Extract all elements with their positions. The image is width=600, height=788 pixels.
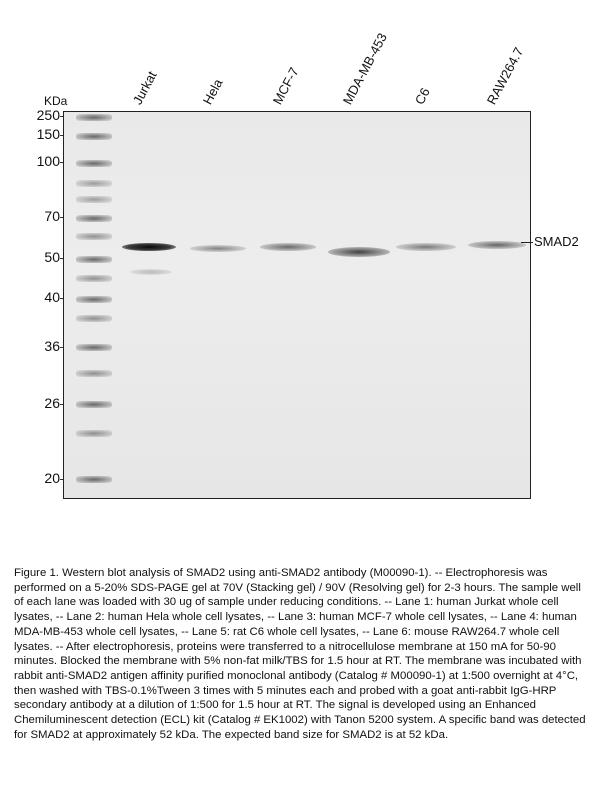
band-lane-2 <box>190 243 246 257</box>
marker-70: 70 <box>44 208 60 224</box>
marker-20: 20 <box>44 470 60 486</box>
marker-26: 26 <box>44 395 60 411</box>
lane-label-5: C6 <box>411 85 433 107</box>
band-lane-3 <box>260 241 316 255</box>
blot-image <box>63 111 531 499</box>
marker-36: 36 <box>44 338 60 354</box>
marker-ladder <box>76 112 112 498</box>
marker-150: 150 <box>36 126 60 142</box>
kda-unit-label: KDa <box>44 94 68 108</box>
lane-label-4: MDA-MB-453 <box>339 30 390 107</box>
band-lane-1 <box>122 241 176 255</box>
faint-band <box>130 267 172 281</box>
band-lane-4 <box>328 246 390 260</box>
band-lane-5 <box>396 241 456 255</box>
marker-40: 40 <box>44 289 60 305</box>
lane-label-6: RAW264.7 <box>483 44 527 107</box>
marker-250: 250 <box>36 107 60 123</box>
marker-100: 100 <box>36 153 60 169</box>
target-label: SMAD2 <box>534 234 579 249</box>
lane-label-3: MCF-7 <box>269 64 302 107</box>
figure-caption: Figure 1. Western blot analysis of SMAD2 using anti-SMAD2 antibody (M00090-1). -- Electrophoresis was performed on a 5-20% SDS-PAGE gel at 70V (Stacking gel) / 90V (Resolving gel) for 2-3 hours. The sample well of each lane was loaded with 30 ug of sample under reducing conditions. -- Lane 1: human Jurkat whole cell lysates, -- Lane 2: human Hela whole cell lysates, -- Lane 3: human MCF-7 whole cell lysates, -- Lane 4: human MDA-MB-453 whole cell lysates, -- Lane 5: rat C6 whole cell lysates, -- Lane 6: mouse RAW264.7 whole cell lysates. -- After electrophoresis, proteins were transferred to a nitrocellulose membrane at 150 mA for 50-90 minutes. Blocked the membrane with 5% non-fat milk/TBS for 1.5 hour at RT. The membrane was incubated with rabbit anti-SMAD2 antigen affinity purified monoclonal antibody (Catalog # M00090-1) at 1:500 overnight at 4°C, then washed with TBS-0.1%Tween 3 times with 5 minutes each and probed with a goat anti-rabbit IgG-HRP secondary antibody at a dilution of 1:500 for 1.5 hour at RT. The signal is developed using an Enhanced Chemiluminescent detection (ECL) kit (Catalog # EK1002) with Tanon 5200 system. A specific band was detected for SMAD2 at approximately 52 kDa. The expected band size for SMAD2 is at 52 kDa. <box>14 567 586 741</box>
target-pointer <box>521 242 533 243</box>
lane-label-1: Jurkat <box>129 68 160 107</box>
band-lane-6 <box>468 239 526 253</box>
marker-50: 50 <box>44 249 60 265</box>
lane-label-2: Hela <box>199 76 226 107</box>
